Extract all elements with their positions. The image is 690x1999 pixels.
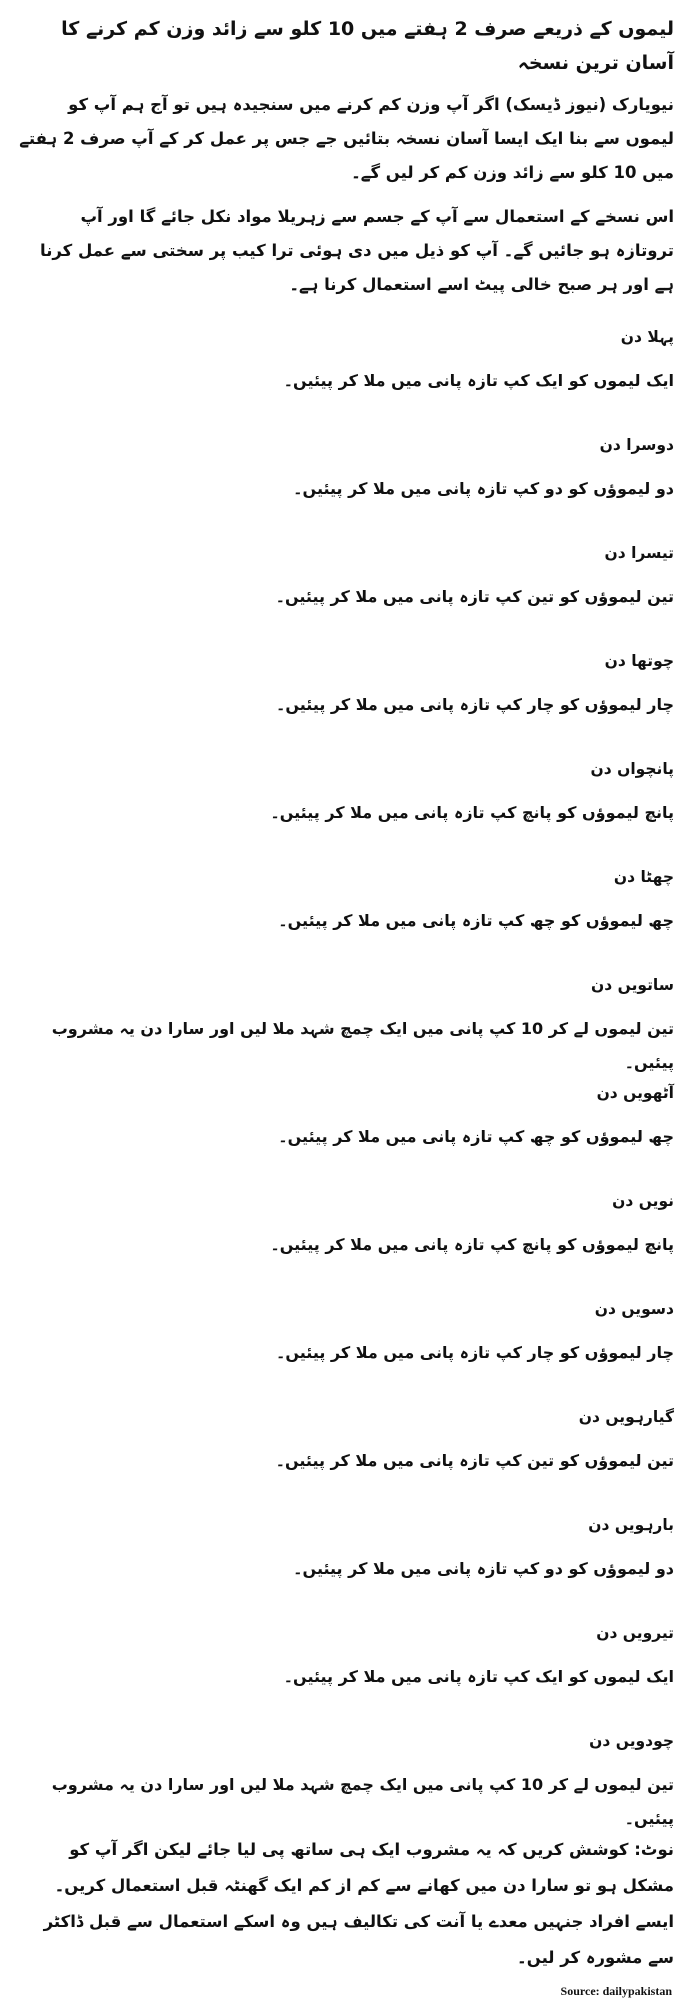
day-instruction: تین لیموؤں کو تین کپ تازہ پانی میں ملا کر پیئیں۔	[275, 587, 674, 606]
day-heading: پانچواں دن	[590, 760, 674, 778]
day-heading: ساتویں دن	[591, 976, 674, 994]
day-instruction: تین لیموں لے کر 10 کپ پانی میں ایک چمچ شہد ملا لیں اور سارا دن یہ مشروب پیئیں۔	[51, 1775, 674, 1828]
day-instruction: چھ لیموؤں کو چھ کپ تازہ پانی میں ملا کر پیئیں۔	[278, 1127, 674, 1146]
day-heading: چودویں دن	[589, 1732, 674, 1750]
day-instruction: دو لیموؤں کو دو کپ تازہ پانی میں ملا کر پیئیں۔	[293, 1559, 674, 1578]
day-heading: تیسرا دن	[604, 544, 674, 562]
day-instruction: پانچ لیموؤں کو پانچ کپ تازہ پانی میں ملا کر پیئیں۔	[270, 1235, 674, 1254]
day-item	[18, 536, 674, 614]
day-instruction: چھ لیموؤں کو چھ کپ تازہ پانی میں ملا کر پیئیں۔	[278, 911, 674, 930]
day-instruction: چار لیموؤں کو چار کپ تازہ پانی میں ملا کر پیئیں۔	[275, 695, 674, 714]
intro-paragraph: اس نسخے کے استعمال سے آپ کے جسم سے زہریلا مواد نکل جائے گا اور آپ تروتازہ ہو جائیں گے۔ آپ کو ذیل میں دی ہوئی ترا کیب پر سختی سے عمل کرنا ہے اور ہر صبح خالی پیٹ اسے استعمال کرنا ہے۔	[40, 207, 674, 294]
source-credit: Source: dailypakistan	[560, 1984, 672, 1998]
day-item	[18, 1076, 674, 1154]
day-item	[18, 1724, 674, 1828]
day-heading: پہلا دن	[620, 328, 674, 346]
day-instruction: تین لیموں لے کر 10 کپ پانی میں ایک چمچ شہد ملا لیں اور سارا دن یہ مشروب پیئیں۔	[51, 1019, 674, 1072]
day-heading: چوتھا دن	[604, 652, 674, 670]
day-heading: تیرویں دن	[596, 1624, 674, 1642]
day-item	[18, 860, 674, 938]
day-item	[18, 1616, 674, 1694]
intro-paragraph: نیویارک (نیوز ڈیسک) اگر آپ وزن کم کرنے میں سنجیدہ ہیں تو آج ہم آپ کو لیموں سے بنا ایک ایسا آسان نسخہ بتائیں جے جس پر عمل کر کے آپ صرف 2 ہفتے میں 10 کلو سے زائد وزن کم کر لیں گے۔	[19, 95, 674, 182]
article-title: لیموں کے ذریعے صرف 2 ہفتے میں 10 کلو سے زائد وزن کم کرنے کا آسان ترین نسخہ	[61, 18, 674, 74]
day-instruction: ایک لیموں کو ایک کپ تازہ پانی میں ملا کر پیئیں۔	[283, 1667, 674, 1686]
day-heading: آٹھویں دن	[596, 1084, 674, 1102]
day-heading: بارہویں دن	[588, 1516, 674, 1534]
day-heading: چھٹا دن	[613, 868, 674, 886]
day-item	[18, 752, 674, 830]
note-paragraph: نوٹ: کوشش کریں کہ یہ مشروب ایک ہی ساتھ پی لیا جائے لیکن اگر آپ کو مشکل ہو تو سارا دن میں کھانے سے کم از کم ایک گھنٹہ قبل استعمال کریں۔ ایسے افراد جنہیں معدے یا آنت کی تکالیف ہیں وہ اسکے استعمال سے قبل ڈاکٹر سے مشورہ کر لیں۔	[43, 1840, 674, 1967]
day-item	[18, 320, 674, 398]
day-heading: دسویں دن	[594, 1300, 674, 1318]
day-item	[18, 644, 674, 722]
day-item	[18, 1292, 674, 1370]
day-heading: دوسرا دن	[599, 436, 674, 454]
day-item	[18, 1184, 674, 1262]
day-list	[18, 320, 674, 1828]
day-instruction: تین لیموؤں کو تین کپ تازہ پانی میں ملا کر پیئیں۔	[275, 1451, 674, 1470]
day-item	[18, 428, 674, 506]
day-item	[18, 968, 674, 1072]
day-instruction: ایک لیموں کو ایک کپ تازہ پانی میں ملا کر پیئیں۔	[283, 371, 674, 390]
day-item	[18, 1508, 674, 1586]
day-instruction: دو لیموؤں کو دو کپ تازہ پانی میں ملا کر پیئیں۔	[293, 479, 674, 498]
day-instruction: پانچ لیموؤں کو پانچ کپ تازہ پانی میں ملا کر پیئیں۔	[270, 803, 674, 822]
day-heading: نویں دن	[612, 1192, 674, 1210]
day-item	[18, 1400, 674, 1478]
day-instruction: چار لیموؤں کو چار کپ تازہ پانی میں ملا کر پیئیں۔	[275, 1343, 674, 1362]
day-heading: گیارہویں دن	[578, 1408, 674, 1426]
